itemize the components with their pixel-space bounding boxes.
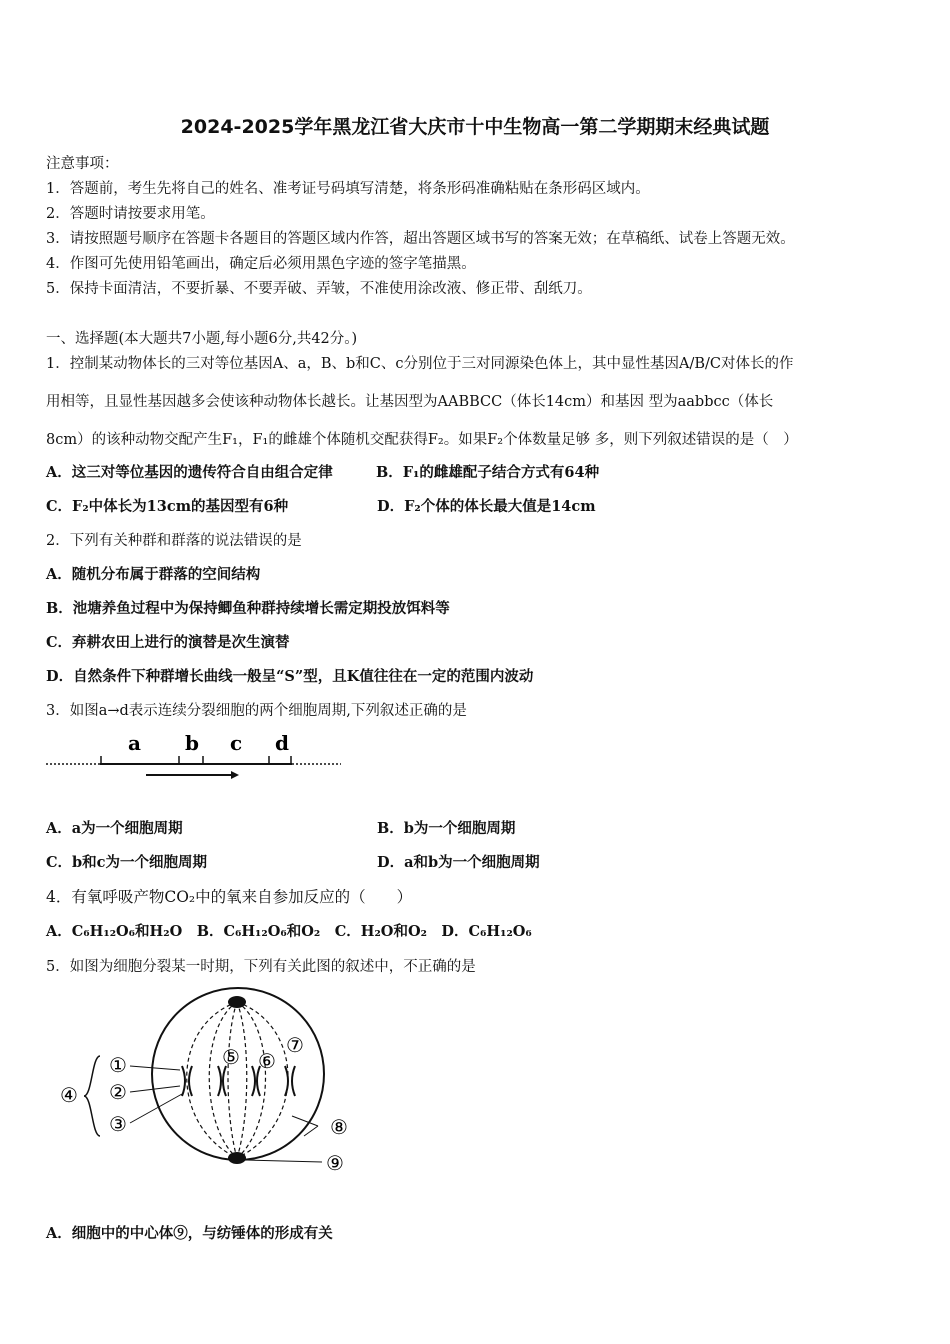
notice-heading: 注意事项： [46, 156, 119, 172]
q5-option-a: A．细胞中的中心体⑨，与纺锤体的形成有关 [46, 1225, 333, 1242]
q1-option-c: C．F₂中体长为13cm的基因型有6种 [46, 498, 289, 515]
q2-option-b: B．池塘养鱼过程中为保持鲫鱼种群持续增长需定期投放饵料等 [46, 600, 450, 617]
notice-item: 1．答题前，考生先将自己的姓名、准考证号码填写清楚，将条形码准确粘贴在条形码区域内。 [46, 181, 650, 197]
q4-options: A．C₆H₁₂O₆和H₂O B．C₆H₁₂O₆和O₂ C．H₂O和O₂ D．C₆H₁₂O₆ [46, 923, 532, 940]
fig-label-a: a [128, 731, 141, 755]
cell-division-figure [60, 986, 360, 1182]
fig-label-c: c [230, 731, 243, 755]
label-8: ⑧ [330, 1115, 348, 1139]
q2-stem: 2．下列有关种群和群落的说法错误的是 [46, 533, 302, 549]
q3-option-a: A．a为一个细胞周期 [46, 820, 183, 837]
q1-stem-line2: 用相等，且显性基因越多会使该种动物体长越长。让基因型为AABBCC（体长14cm）和基因 型为aabbcc（体长 [46, 394, 774, 410]
q1-option-b: B．F₁的雌雄配子结合方式有64种 [376, 464, 600, 481]
notice-item: 5．保持卡面清洁，不要折暴、不要弄破、弄皱，不准使用涂改液、修正带、刮纸刀。 [46, 281, 592, 297]
section-heading: 一、选择题(本大题共7小题,每小题6分,共42分。) [46, 331, 358, 347]
q1-stem-line3: 8cm）的该种动物交配产生F₁，F₁的雌雄个体随机交配获得F₂。如果F₂个体数量足够 多，则下列叙述错误的是（ ） [46, 432, 798, 448]
label-9: ⑨ [326, 1151, 344, 1175]
label-4: ④ [60, 1083, 78, 1107]
q2-option-a: A．随机分布属于群落的空间结构 [46, 566, 261, 583]
label-6: ⑥ [258, 1049, 276, 1073]
q2-option-c: C．弃耕农田上进行的演替是次生演替 [46, 634, 290, 651]
notice-item: 3．请按照题号顺序在答题卡各题目的答题区域内作答，超出答题区域书写的答案无效；在草稿纸、试卷上答题无效。 [46, 231, 795, 247]
fig-label-b: b [185, 731, 199, 755]
page-title: 2024-2025学年黑龙江省大庆市十中生物高一第二学期期末经典试题 [180, 116, 770, 138]
q4-stem: 4．有氧呼吸产物CO₂中的氧来自参加反应的（ ） [46, 888, 413, 906]
notice-item: 2．答题时请按要求用笔。 [46, 206, 215, 222]
q1-option-a: A．这三对等位基因的遗传符合自由组合定律 [46, 464, 333, 481]
q1-option-d: D．F₂个体的体长最大值是14cm [377, 498, 596, 515]
label-3: ③ [109, 1112, 127, 1136]
fig-label-d: d [275, 731, 289, 755]
q3-option-c: C．b和c为一个细胞周期 [46, 854, 208, 871]
notice-item: 4．作图可先使用铅笔画出，确定后必须用黑色字迹的签字笔描黑。 [46, 256, 476, 272]
q3-option-d: D．a和b为一个细胞周期 [377, 854, 540, 871]
label-5: ⑤ [222, 1045, 240, 1069]
q2-option-d: D．自然条件下种群增长曲线一般呈“S”型，且K值往往在一定的范围内波动 [46, 668, 534, 685]
q3-option-b: B．b为一个细胞周期 [377, 820, 516, 837]
cell-cycle-figure [46, 728, 346, 783]
q5-stem: 5．如图为细胞分裂某一时期，下列有关此图的叙述中，不正确的是 [46, 959, 476, 975]
q3-stem: 3．如图a→d表示连续分裂细胞的两个细胞周期,下列叙述正确的是 [46, 703, 467, 719]
label-2: ② [109, 1080, 127, 1104]
q1-stem-line1: 1．控制某动物体长的三对等位基因A、a，B、b和C、c分别位于三对同源染色体上，其中显性基因A/B/C对体长的作 [46, 356, 794, 372]
label-7: ⑦ [286, 1033, 304, 1057]
label-1: ① [109, 1053, 127, 1077]
